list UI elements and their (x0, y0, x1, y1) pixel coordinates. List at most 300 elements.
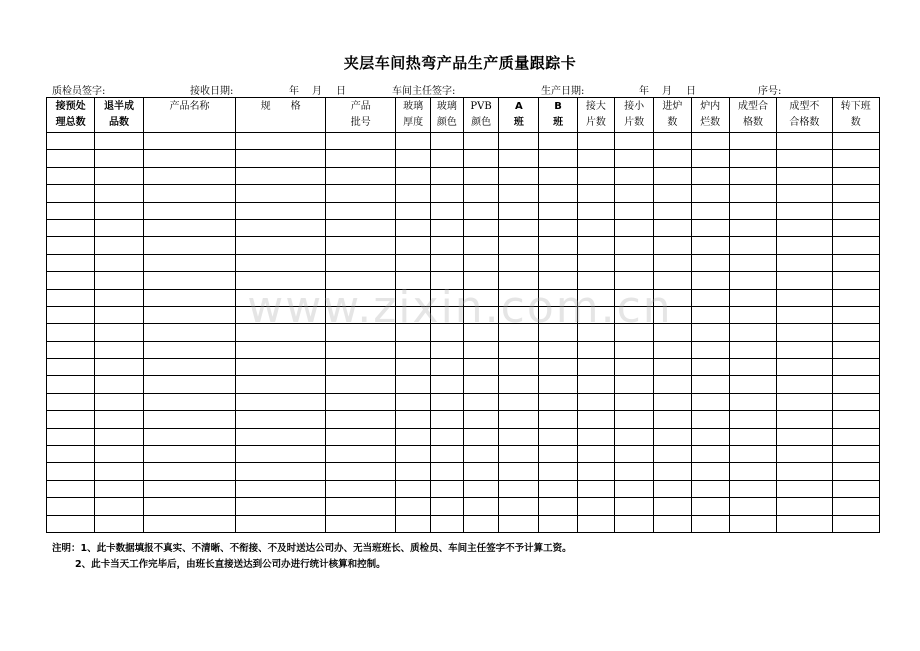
table-cell-product-name[interactable] (143, 411, 236, 428)
table-cell-form-pass[interactable] (729, 254, 776, 271)
table-cell-return-semi[interactable] (95, 202, 143, 219)
table-cell-form-fail[interactable] (777, 202, 832, 219)
table-cell-receive-large[interactable] (577, 272, 614, 289)
table-cell-glass-color[interactable] (430, 237, 463, 254)
table-cell-form-pass[interactable] (729, 150, 776, 167)
table-cell-batch[interactable] (325, 306, 396, 323)
table-cell-form-pass[interactable] (729, 359, 776, 376)
table-cell-furnace-bad[interactable] (691, 428, 729, 445)
table-cell-glass-thickness[interactable] (396, 185, 430, 202)
table-cell-glass-color[interactable] (430, 219, 463, 236)
table-cell-pvb-color[interactable] (463, 341, 498, 358)
table-cell-furnace-bad[interactable] (691, 515, 729, 532)
table-cell-form-pass[interactable] (729, 393, 776, 410)
table-cell-receive-small[interactable] (615, 237, 654, 254)
table-cell-form-fail[interactable] (777, 463, 832, 480)
table-cell-form-pass[interactable] (729, 133, 776, 150)
table-cell-form-pass[interactable] (729, 480, 776, 497)
table-cell-into-furnace[interactable] (654, 306, 691, 323)
table-cell-form-pass[interactable] (729, 306, 776, 323)
table-cell-receive-small[interactable] (615, 498, 654, 515)
table-cell-glass-color[interactable] (430, 167, 463, 184)
table-cell-product-name[interactable] (143, 150, 236, 167)
table-cell-receive-small[interactable] (615, 480, 654, 497)
table-cell-shift-b[interactable] (539, 324, 577, 341)
table-cell-into-furnace[interactable] (654, 150, 691, 167)
table-cell-pvb-color[interactable] (463, 324, 498, 341)
table-cell-form-pass[interactable] (729, 289, 776, 306)
table-cell-glass-color[interactable] (430, 324, 463, 341)
table-cell-to-next[interactable] (832, 393, 879, 410)
table-cell-form-pass[interactable] (729, 202, 776, 219)
table-cell-to-next[interactable] (832, 515, 879, 532)
table-cell-glass-color[interactable] (430, 498, 463, 515)
table-cell-glass-color[interactable] (430, 515, 463, 532)
table-cell-pre-total[interactable] (47, 446, 95, 463)
table-cell-shift-a[interactable] (499, 498, 539, 515)
table-cell-form-fail[interactable] (777, 185, 832, 202)
table-cell-into-furnace[interactable] (654, 498, 691, 515)
table-cell-product-name[interactable] (143, 446, 236, 463)
table-cell-shift-a[interactable] (499, 202, 539, 219)
table-cell-shift-b[interactable] (539, 341, 577, 358)
table-cell-glass-thickness[interactable] (396, 133, 430, 150)
table-cell-receive-small[interactable] (615, 463, 654, 480)
table-cell-glass-color[interactable] (430, 185, 463, 202)
table-cell-batch[interactable] (325, 150, 396, 167)
table-cell-glass-thickness[interactable] (396, 341, 430, 358)
table-cell-receive-large[interactable] (577, 515, 614, 532)
table-cell-form-pass[interactable] (729, 515, 776, 532)
table-cell-glass-color[interactable] (430, 289, 463, 306)
table-cell-shift-b[interactable] (539, 272, 577, 289)
table-cell-spec[interactable] (236, 515, 326, 532)
table-cell-pre-total[interactable] (47, 133, 95, 150)
table-cell-form-fail[interactable] (777, 272, 832, 289)
table-cell-batch[interactable] (325, 498, 396, 515)
table-cell-return-semi[interactable] (95, 480, 143, 497)
table-cell-batch[interactable] (325, 272, 396, 289)
table-cell-to-next[interactable] (832, 167, 879, 184)
table-cell-shift-a[interactable] (499, 272, 539, 289)
table-cell-furnace-bad[interactable] (691, 133, 729, 150)
table-cell-to-next[interactable] (832, 185, 879, 202)
table-cell-batch[interactable] (325, 480, 396, 497)
table-cell-receive-small[interactable] (615, 167, 654, 184)
table-cell-return-semi[interactable] (95, 289, 143, 306)
table-cell-glass-thickness[interactable] (396, 324, 430, 341)
table-cell-return-semi[interactable] (95, 219, 143, 236)
table-cell-shift-a[interactable] (499, 150, 539, 167)
table-cell-into-furnace[interactable] (654, 202, 691, 219)
table-cell-spec[interactable] (236, 498, 326, 515)
table-cell-form-fail[interactable] (777, 306, 832, 323)
table-cell-batch[interactable] (325, 324, 396, 341)
table-cell-to-next[interactable] (832, 237, 879, 254)
table-cell-pvb-color[interactable] (463, 289, 498, 306)
table-cell-product-name[interactable] (143, 515, 236, 532)
table-cell-to-next[interactable] (832, 411, 879, 428)
table-cell-glass-thickness[interactable] (396, 237, 430, 254)
table-cell-product-name[interactable] (143, 359, 236, 376)
table-cell-into-furnace[interactable] (654, 428, 691, 445)
table-cell-shift-b[interactable] (539, 446, 577, 463)
table-cell-shift-a[interactable] (499, 133, 539, 150)
table-cell-spec[interactable] (236, 480, 326, 497)
table-cell-form-fail[interactable] (777, 393, 832, 410)
table-cell-into-furnace[interactable] (654, 324, 691, 341)
table-cell-spec[interactable] (236, 237, 326, 254)
table-cell-glass-thickness[interactable] (396, 393, 430, 410)
table-cell-form-pass[interactable] (729, 411, 776, 428)
table-cell-product-name[interactable] (143, 167, 236, 184)
table-cell-glass-thickness[interactable] (396, 254, 430, 271)
table-cell-into-furnace[interactable] (654, 411, 691, 428)
table-cell-receive-large[interactable] (577, 463, 614, 480)
table-cell-to-next[interactable] (832, 202, 879, 219)
table-cell-form-fail[interactable] (777, 341, 832, 358)
table-cell-glass-thickness[interactable] (396, 463, 430, 480)
table-cell-receive-small[interactable] (615, 515, 654, 532)
table-cell-glass-thickness[interactable] (396, 167, 430, 184)
table-cell-to-next[interactable] (832, 289, 879, 306)
table-cell-glass-color[interactable] (430, 480, 463, 497)
table-cell-pvb-color[interactable] (463, 463, 498, 480)
table-cell-pvb-color[interactable] (463, 411, 498, 428)
table-cell-pvb-color[interactable] (463, 498, 498, 515)
table-cell-form-pass[interactable] (729, 219, 776, 236)
table-cell-form-fail[interactable] (777, 411, 832, 428)
table-cell-return-semi[interactable] (95, 411, 143, 428)
table-cell-pvb-color[interactable] (463, 306, 498, 323)
table-cell-form-pass[interactable] (729, 376, 776, 393)
table-cell-to-next[interactable] (832, 359, 879, 376)
table-cell-shift-b[interactable] (539, 480, 577, 497)
table-cell-furnace-bad[interactable] (691, 289, 729, 306)
table-cell-into-furnace[interactable] (654, 376, 691, 393)
table-cell-receive-large[interactable] (577, 341, 614, 358)
table-cell-spec[interactable] (236, 324, 326, 341)
table-cell-into-furnace[interactable] (654, 219, 691, 236)
table-cell-spec[interactable] (236, 254, 326, 271)
table-cell-form-fail[interactable] (777, 150, 832, 167)
table-cell-glass-color[interactable] (430, 376, 463, 393)
table-cell-to-next[interactable] (832, 428, 879, 445)
table-cell-receive-large[interactable] (577, 202, 614, 219)
table-cell-pvb-color[interactable] (463, 272, 498, 289)
table-cell-pvb-color[interactable] (463, 219, 498, 236)
table-cell-spec[interactable] (236, 428, 326, 445)
table-cell-furnace-bad[interactable] (691, 411, 729, 428)
table-cell-to-next[interactable] (832, 306, 879, 323)
table-cell-pvb-color[interactable] (463, 428, 498, 445)
table-cell-glass-color[interactable] (430, 393, 463, 410)
table-cell-product-name[interactable] (143, 498, 236, 515)
table-cell-pvb-color[interactable] (463, 359, 498, 376)
table-cell-receive-large[interactable] (577, 289, 614, 306)
table-cell-shift-a[interactable] (499, 324, 539, 341)
table-cell-to-next[interactable] (832, 463, 879, 480)
table-cell-glass-thickness[interactable] (396, 446, 430, 463)
table-cell-shift-b[interactable] (539, 254, 577, 271)
table-cell-form-fail[interactable] (777, 446, 832, 463)
table-cell-pvb-color[interactable] (463, 446, 498, 463)
table-cell-shift-b[interactable] (539, 498, 577, 515)
table-cell-into-furnace[interactable] (654, 446, 691, 463)
table-cell-return-semi[interactable] (95, 133, 143, 150)
table-cell-receive-large[interactable] (577, 498, 614, 515)
table-cell-glass-color[interactable] (430, 428, 463, 445)
table-cell-pvb-color[interactable] (463, 237, 498, 254)
table-cell-furnace-bad[interactable] (691, 306, 729, 323)
table-cell-return-semi[interactable] (95, 446, 143, 463)
table-cell-form-fail[interactable] (777, 219, 832, 236)
table-cell-product-name[interactable] (143, 133, 236, 150)
table-cell-to-next[interactable] (832, 133, 879, 150)
table-cell-furnace-bad[interactable] (691, 359, 729, 376)
table-cell-spec[interactable] (236, 133, 326, 150)
table-cell-form-pass[interactable] (729, 185, 776, 202)
table-cell-receive-large[interactable] (577, 411, 614, 428)
table-cell-pre-total[interactable] (47, 515, 95, 532)
table-cell-shift-b[interactable] (539, 133, 577, 150)
table-cell-return-semi[interactable] (95, 376, 143, 393)
table-cell-form-fail[interactable] (777, 376, 832, 393)
table-cell-to-next[interactable] (832, 376, 879, 393)
table-cell-pre-total[interactable] (47, 359, 95, 376)
table-cell-product-name[interactable] (143, 254, 236, 271)
table-cell-glass-thickness[interactable] (396, 498, 430, 515)
table-cell-receive-large[interactable] (577, 446, 614, 463)
table-cell-batch[interactable] (325, 515, 396, 532)
table-cell-return-semi[interactable] (95, 237, 143, 254)
table-cell-shift-b[interactable] (539, 219, 577, 236)
table-cell-shift-a[interactable] (499, 480, 539, 497)
table-cell-receive-small[interactable] (615, 306, 654, 323)
table-cell-product-name[interactable] (143, 480, 236, 497)
table-cell-return-semi[interactable] (95, 393, 143, 410)
table-cell-form-fail[interactable] (777, 289, 832, 306)
table-cell-spec[interactable] (236, 463, 326, 480)
table-cell-pvb-color[interactable] (463, 393, 498, 410)
table-cell-pre-total[interactable] (47, 393, 95, 410)
table-cell-pvb-color[interactable] (463, 202, 498, 219)
table-cell-form-fail[interactable] (777, 254, 832, 271)
table-cell-batch[interactable] (325, 359, 396, 376)
table-cell-shift-a[interactable] (499, 446, 539, 463)
table-cell-return-semi[interactable] (95, 150, 143, 167)
table-cell-pvb-color[interactable] (463, 185, 498, 202)
table-cell-pvb-color[interactable] (463, 480, 498, 497)
table-cell-shift-a[interactable] (499, 289, 539, 306)
table-cell-glass-color[interactable] (430, 359, 463, 376)
table-cell-furnace-bad[interactable] (691, 254, 729, 271)
table-cell-glass-color[interactable] (430, 133, 463, 150)
table-cell-receive-small[interactable] (615, 150, 654, 167)
table-cell-shift-a[interactable] (499, 167, 539, 184)
table-cell-receive-large[interactable] (577, 237, 614, 254)
table-cell-glass-thickness[interactable] (396, 411, 430, 428)
table-cell-shift-a[interactable] (499, 515, 539, 532)
table-cell-batch[interactable] (325, 463, 396, 480)
table-cell-pre-total[interactable] (47, 202, 95, 219)
table-cell-receive-small[interactable] (615, 324, 654, 341)
table-cell-furnace-bad[interactable] (691, 167, 729, 184)
table-cell-receive-small[interactable] (615, 272, 654, 289)
table-cell-batch[interactable] (325, 254, 396, 271)
table-cell-shift-b[interactable] (539, 411, 577, 428)
table-cell-product-name[interactable] (143, 219, 236, 236)
table-cell-form-pass[interactable] (729, 428, 776, 445)
table-cell-pvb-color[interactable] (463, 150, 498, 167)
table-cell-pre-total[interactable] (47, 254, 95, 271)
table-cell-glass-color[interactable] (430, 306, 463, 323)
table-cell-form-fail[interactable] (777, 480, 832, 497)
table-cell-shift-b[interactable] (539, 515, 577, 532)
table-cell-product-name[interactable] (143, 306, 236, 323)
table-cell-furnace-bad[interactable] (691, 150, 729, 167)
table-cell-spec[interactable] (236, 167, 326, 184)
table-cell-furnace-bad[interactable] (691, 393, 729, 410)
table-cell-pre-total[interactable] (47, 289, 95, 306)
table-cell-glass-color[interactable] (430, 254, 463, 271)
table-cell-shift-a[interactable] (499, 463, 539, 480)
table-cell-pre-total[interactable] (47, 306, 95, 323)
table-cell-shift-b[interactable] (539, 202, 577, 219)
table-cell-furnace-bad[interactable] (691, 341, 729, 358)
table-cell-furnace-bad[interactable] (691, 376, 729, 393)
table-cell-glass-thickness[interactable] (396, 306, 430, 323)
table-cell-pre-total[interactable] (47, 341, 95, 358)
table-cell-receive-large[interactable] (577, 219, 614, 236)
table-cell-receive-small[interactable] (615, 341, 654, 358)
table-cell-receive-large[interactable] (577, 150, 614, 167)
table-cell-pvb-color[interactable] (463, 376, 498, 393)
table-cell-pvb-color[interactable] (463, 167, 498, 184)
table-cell-furnace-bad[interactable] (691, 480, 729, 497)
table-cell-shift-a[interactable] (499, 393, 539, 410)
table-cell-product-name[interactable] (143, 341, 236, 358)
table-cell-furnace-bad[interactable] (691, 446, 729, 463)
table-cell-batch[interactable] (325, 411, 396, 428)
table-cell-spec[interactable] (236, 306, 326, 323)
table-cell-shift-a[interactable] (499, 341, 539, 358)
table-cell-receive-large[interactable] (577, 324, 614, 341)
table-cell-form-fail[interactable] (777, 133, 832, 150)
table-cell-pre-total[interactable] (47, 498, 95, 515)
table-cell-glass-color[interactable] (430, 150, 463, 167)
table-cell-batch[interactable] (325, 289, 396, 306)
table-cell-form-fail[interactable] (777, 324, 832, 341)
table-cell-pre-total[interactable] (47, 324, 95, 341)
table-cell-glass-thickness[interactable] (396, 480, 430, 497)
table-cell-spec[interactable] (236, 446, 326, 463)
table-cell-glass-thickness[interactable] (396, 219, 430, 236)
table-cell-pre-total[interactable] (47, 463, 95, 480)
table-cell-shift-b[interactable] (539, 185, 577, 202)
table-cell-return-semi[interactable] (95, 167, 143, 184)
table-cell-receive-large[interactable] (577, 428, 614, 445)
table-cell-pre-total[interactable] (47, 411, 95, 428)
table-cell-form-fail[interactable] (777, 237, 832, 254)
table-cell-form-pass[interactable] (729, 463, 776, 480)
table-cell-batch[interactable] (325, 133, 396, 150)
table-cell-shift-a[interactable] (499, 376, 539, 393)
table-cell-pre-total[interactable] (47, 376, 95, 393)
table-cell-spec[interactable] (236, 359, 326, 376)
table-cell-shift-b[interactable] (539, 376, 577, 393)
table-cell-glass-thickness[interactable] (396, 359, 430, 376)
table-cell-return-semi[interactable] (95, 341, 143, 358)
table-cell-form-fail[interactable] (777, 428, 832, 445)
table-cell-product-name[interactable] (143, 237, 236, 254)
table-cell-receive-large[interactable] (577, 167, 614, 184)
table-cell-into-furnace[interactable] (654, 133, 691, 150)
table-cell-form-pass[interactable] (729, 498, 776, 515)
table-cell-return-semi[interactable] (95, 185, 143, 202)
table-cell-batch[interactable] (325, 185, 396, 202)
table-cell-glass-color[interactable] (430, 411, 463, 428)
table-cell-form-pass[interactable] (729, 341, 776, 358)
table-cell-receive-small[interactable] (615, 254, 654, 271)
table-cell-furnace-bad[interactable] (691, 237, 729, 254)
table-cell-receive-small[interactable] (615, 219, 654, 236)
table-cell-shift-b[interactable] (539, 167, 577, 184)
table-cell-pvb-color[interactable] (463, 254, 498, 271)
table-cell-shift-a[interactable] (499, 219, 539, 236)
table-cell-return-semi[interactable] (95, 515, 143, 532)
table-cell-receive-large[interactable] (577, 254, 614, 271)
table-cell-pvb-color[interactable] (463, 133, 498, 150)
table-cell-glass-thickness[interactable] (396, 289, 430, 306)
table-cell-shift-a[interactable] (499, 359, 539, 376)
table-cell-into-furnace[interactable] (654, 341, 691, 358)
table-cell-into-furnace[interactable] (654, 480, 691, 497)
table-cell-product-name[interactable] (143, 324, 236, 341)
table-cell-into-furnace[interactable] (654, 463, 691, 480)
table-cell-glass-thickness[interactable] (396, 272, 430, 289)
table-cell-form-pass[interactable] (729, 272, 776, 289)
table-cell-batch[interactable] (325, 428, 396, 445)
table-cell-receive-large[interactable] (577, 359, 614, 376)
table-cell-shift-b[interactable] (539, 237, 577, 254)
table-cell-glass-thickness[interactable] (396, 428, 430, 445)
table-cell-return-semi[interactable] (95, 498, 143, 515)
table-cell-return-semi[interactable] (95, 359, 143, 376)
table-cell-pre-total[interactable] (47, 480, 95, 497)
table-cell-batch[interactable] (325, 219, 396, 236)
table-cell-batch[interactable] (325, 446, 396, 463)
table-cell-shift-a[interactable] (499, 185, 539, 202)
table-cell-glass-color[interactable] (430, 446, 463, 463)
table-cell-batch[interactable] (325, 237, 396, 254)
table-cell-furnace-bad[interactable] (691, 185, 729, 202)
table-cell-product-name[interactable] (143, 463, 236, 480)
table-cell-form-fail[interactable] (777, 498, 832, 515)
table-cell-receive-large[interactable] (577, 185, 614, 202)
table-cell-to-next[interactable] (832, 446, 879, 463)
table-cell-receive-small[interactable] (615, 133, 654, 150)
table-cell-receive-large[interactable] (577, 306, 614, 323)
table-cell-shift-b[interactable] (539, 306, 577, 323)
table-cell-into-furnace[interactable] (654, 254, 691, 271)
table-cell-glass-thickness[interactable] (396, 202, 430, 219)
table-cell-spec[interactable] (236, 289, 326, 306)
table-cell-into-furnace[interactable] (654, 515, 691, 532)
table-cell-into-furnace[interactable] (654, 185, 691, 202)
table-cell-to-next[interactable] (832, 272, 879, 289)
table-cell-batch[interactable] (325, 167, 396, 184)
